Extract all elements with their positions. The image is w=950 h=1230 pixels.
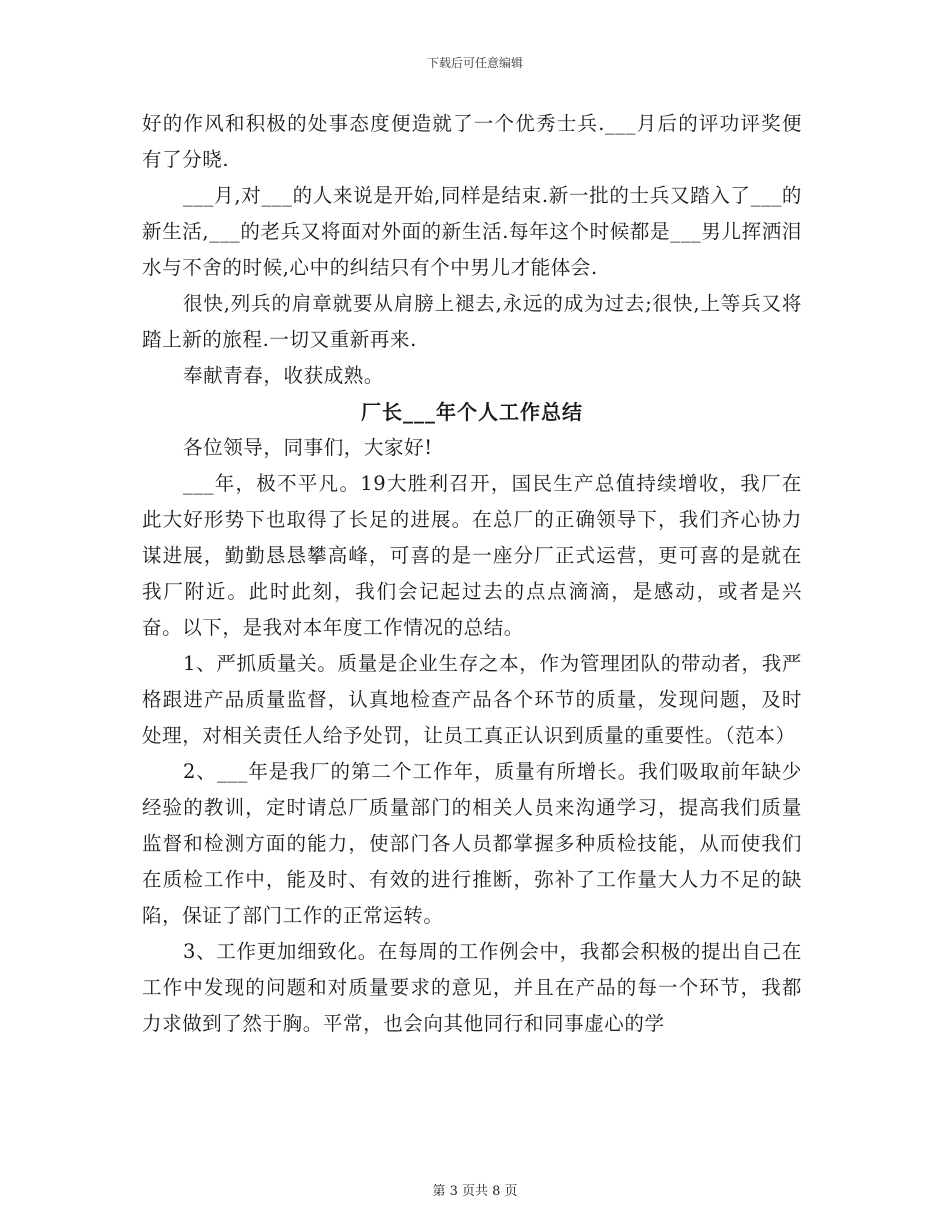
page-header: 下载后可任意编辑	[426, 56, 523, 70]
greeting-paragraph: 各位领导，同事们，大家好!	[183, 436, 433, 459]
point-3-paragraph: 3、工作更加细致化。在每周的工作例会中，我都会积极的提出自己在工作中发现的问题和对质量要求的意见，并且在产品的每一个环节，我都力求做到了然于胸。平常，也会向其他同行和同事虚心的学	[142, 940, 802, 1035]
page-footer: 第 3 页共 8 页	[432, 1184, 518, 1199]
paragraph-1: 好的作风和积极的处事态度便造就了一个优秀士兵.___月后的评功评奖便有了分晓.	[142, 112, 802, 171]
section-title: 厂长___年个人工作总结	[361, 400, 583, 424]
point-2-paragraph: 2、___年是我厂的第二个工作年，质量有所增长。我们吸取前年缺少经验的教训，定时请总厂质量部门的相关人员来沟通学习，提高我们质量监督和检测方面的能力，使部门各人员都掌握多种质检技能，从而使我们在质检工作中，能及时、有效的进行推断，弥补了工作量大人力不足的缺陷，保证了部门工作的正常运转。	[142, 760, 802, 927]
intro-paragraph: ___年，极不平凡。19大胜利召开，国民生产总值持续增收，我厂在此大好形势下也取得了长足的进展。在总厂的正确领导下，我们齐心协力谋进展，勤勤恳恳攀高峰，可喜的是一座分厂正式运营，更可喜的是就在我厂附近。此时此刻，我们会记起过去的点点滴滴，是感动，或者是兴奋。以下，是我对本年度工作情况的总结。	[142, 472, 802, 639]
paragraph-4: 奉献青春，收获成熟。	[183, 364, 385, 387]
point-1-paragraph: 1、严抓质量关。质量是企业生存之本，作为管理团队的带动者，我严格跟进产品质量监督，认真地检查产品各个环节的质量，发现问题，及时处理，对相关责任人给予处罚，让员工真正认识到质量的重要性。（范本）	[142, 652, 802, 747]
paragraph-3: 很快,列兵的肩章就要从肩膀上褪去,永远的成为过去;很快,上等兵又将踏上新的旅程.一切又重新再来.	[142, 292, 802, 351]
document-body	[142, 106, 802, 1042]
paragraph-2: ___月,对___的人来说是开始,同样是结束.新一批的士兵又踏入了___的新生活,___的老兵又将面对外面的新生活.每年这个时候都是___男儿挥洒泪水与不舍的时候,心中的纠结只有个中男儿才能体会.	[142, 184, 802, 279]
